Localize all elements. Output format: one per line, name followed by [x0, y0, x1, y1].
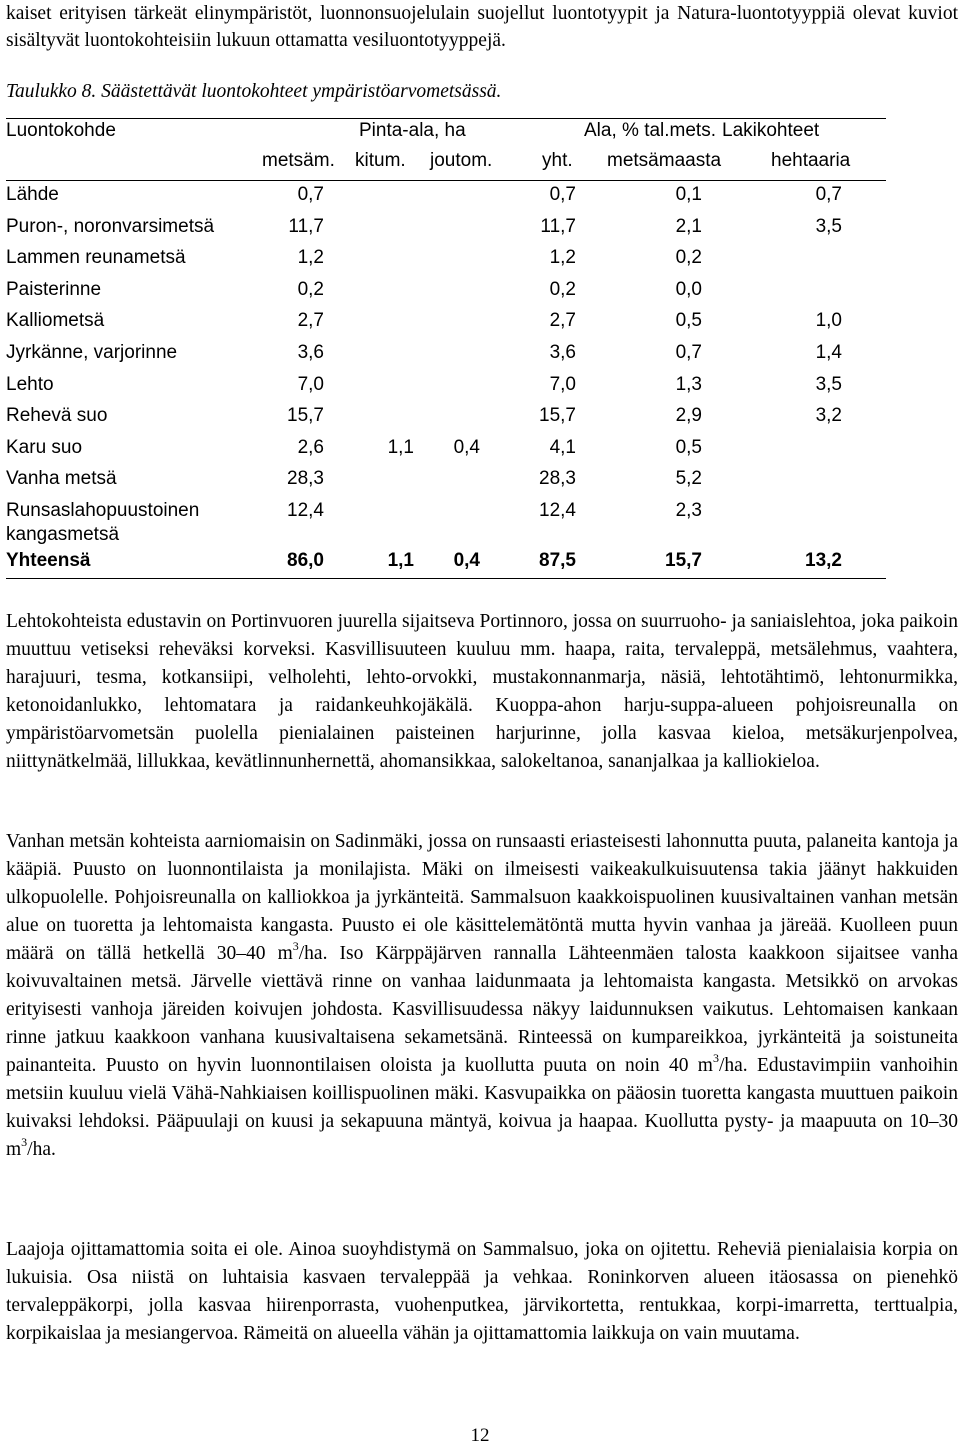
- header-luontokohde: Luontokohde: [6, 120, 116, 141]
- row-pct: 0,5: [675, 310, 702, 331]
- row-yht: 15,7: [539, 405, 576, 426]
- row-metsam: 1,2: [297, 247, 324, 268]
- row-metsam: 12,4: [287, 500, 324, 521]
- paragraph-text: /ha. Iso Kärppäjärven rannalla Lähteenmäen talosta kaakkoon sijaitsee vanha koivuvaltainen metsä. Järvelle viettävä rinne on vanhaa laidunmaata ja lehtomaista kangasta. Metsikkö on arvokas erityisesti vanhoja järeiden koivujen johdosta. Kasvillisuudessa näkyy laidunnuksen vaikutus. Lehtomaisen kankaan rinne jatkuu kaakkoon vanhana kuusivaltaisena sekametsänä. Rinteessä on kumpareikkoa, jyrkänteitä ja soistuneita painanteita. Puusto on hyvin luonnontilaisen oloista ja kuollutta puuta on noin 40 m: [6, 943, 958, 1076]
- row-laki: 1,4: [815, 342, 842, 363]
- row-name-continued: kangasmetsä: [6, 524, 120, 545]
- row-laki: 3,5: [815, 374, 842, 395]
- total-label: Yhteensä: [6, 550, 91, 571]
- paragraph-text: Vanhan metsän kohteista aarniomaisin on Sadinmäki, jossa on runsaasti eriasteisesti lahonnutta puuta, palaneita kantoja ja kääpiä. Puusto on luonnontilaista ja monilajista. Mäki on ilmeisesti vaikeakulkuisuutensa takia jäänyt hakkuiden ulkopuolelle. Pohjoisreunalla on kalliokkoa ja jyrkänteitä. Sammalsuon kaakkoispuolinen kuusivaltainen vanhan metsän alue on tuoretta ja lehtomaista kangasta. Puusto ei ole käsittelemätöntä mutta hyvin vanhaa ja järeää. Kuolleen puun määrä on tällä hetkellä 30–40 m: [6, 831, 959, 964]
- row-metsam: 0,7: [297, 184, 324, 205]
- row-pct: 2,3: [675, 500, 702, 521]
- page-number: 12: [470, 1425, 490, 1446]
- row-pct: 0,5: [675, 437, 702, 458]
- row-yht: 7,0: [549, 374, 576, 395]
- row-metsam: 7,0: [297, 374, 324, 395]
- row-name: Vanha metsä: [6, 468, 117, 489]
- row-metsam: 2,6: [297, 437, 324, 458]
- row-yht: 3,6: [549, 342, 576, 363]
- row-name: Lehto: [6, 374, 54, 395]
- paragraph-text: /ha. Edustavimpiin vanhoihin metsiin kuuluu vielä Vähä-Nahkiaisen koillispuolinen mäki. Kasvupaikka on pääosin tuoretta kangasta muuttuen paikoin kuivaksi lehdoksi. Pääpuulaji on kuusi ja sekapuuna mäntyä, koivua ja haapaa. Kuollutta pysty- ja maapuuta on 10–30 m: [6, 1055, 958, 1160]
- row-pct: 0,2: [675, 247, 702, 268]
- row-name: Paisterinne: [6, 279, 102, 300]
- header-hehtaaria: hehtaaria: [771, 150, 851, 171]
- row-pct: 0,0: [675, 279, 702, 300]
- header-metsam: metsäm.: [262, 150, 335, 171]
- header-yht: yht.: [542, 150, 573, 171]
- row-yht: 4,1: [549, 437, 576, 458]
- header-pinta-ala: Pinta-ala, ha: [359, 120, 466, 141]
- row-name: Puron-, noronvarsimetsä: [6, 216, 215, 237]
- table-caption: Taulukko 8. Säästettävät luontokohteet ympäristöarvometsässä.: [6, 81, 502, 102]
- row-yht: 12,4: [539, 500, 576, 521]
- row-yht: 11,7: [540, 216, 576, 237]
- row-pct: 0,7: [675, 342, 702, 363]
- row-name: Runsaslahopuustoinen: [6, 500, 200, 521]
- row-name: Jyrkänne, varjorinne: [6, 342, 178, 363]
- row-laki: 3,2: [815, 405, 842, 426]
- row-laki: 1,0: [815, 310, 842, 331]
- row-joutom: 0,4: [453, 437, 480, 458]
- row-metsam: 15,7: [287, 405, 324, 426]
- table-bottom-rule: [6, 578, 886, 579]
- paragraph-vanha-metsa: [6, 828, 958, 1164]
- total-laki: 13,2: [805, 550, 842, 571]
- superscript: 3: [21, 1134, 28, 1149]
- table-top-rule: [6, 118, 886, 119]
- total-kitum: 1,1: [387, 550, 414, 571]
- header-lakikohteet: Lakikohteet: [722, 120, 820, 141]
- row-metsam: 28,3: [287, 468, 324, 489]
- total-metsam: 86,0: [287, 550, 324, 571]
- row-yht: 1,2: [549, 247, 576, 268]
- row-pct: 2,1: [675, 216, 702, 237]
- total-joutom: 0,4: [453, 550, 480, 571]
- row-metsam: 0,2: [297, 279, 324, 300]
- paragraph-text: /ha.: [27, 1139, 56, 1160]
- header-rule: [6, 180, 886, 181]
- row-laki: 3,5: [815, 216, 842, 237]
- row-pct: 1,3: [675, 374, 702, 395]
- row-laki: 0,7: [815, 184, 842, 205]
- total-pct: 15,7: [665, 550, 702, 571]
- header-metsamaasta: metsämaasta: [607, 150, 722, 171]
- row-name: Lähde: [6, 184, 59, 205]
- row-name: Lammen reunametsä: [6, 247, 186, 268]
- paragraph-suot: Laajoja ojittamattomia soita ei ole. Ainoa suoyhdistymä on Sammalsuo, joka on ojitettu. Reheviä pienialaisia korpia on lukuisia. Osa niistä on luhtaisia kasvaen tervaleppää ja vehkaa. Roninkorven alueen itäosassa on pienehkö tervaleppäkorpi, jolla kasvaa hiirenporrasta, vuohenputkea, järvikortetta, rentukkaa, korpi-imarretta, terttualpia, korpikaislaa ja mesiangervoa. Rämeitä on alueella vähän ja ojittamattomia laikkuja on vain muutama.: [6, 1239, 958, 1344]
- row-name: Rehevä suo: [6, 405, 108, 426]
- row-name: Kalliometsä: [6, 310, 105, 331]
- row-pct: 5,2: [675, 468, 702, 489]
- superscript: 3: [712, 1050, 719, 1065]
- row-yht: 28,3: [539, 468, 576, 489]
- row-yht: 0,7: [549, 184, 576, 205]
- header-kitum: kitum.: [355, 150, 406, 171]
- row-yht: 2,7: [549, 310, 576, 331]
- row-metsam: 11,7: [288, 216, 324, 237]
- total-yht: 87,5: [539, 550, 576, 571]
- intro-paragraph: kaiset erityisen tärkeät elinympäristöt, luonnonsuojelulain suojellut luontotyypit ja Natura-luontotyyppiä olevat kuviot sisältyvät luontokohteisiin lukuun ottamatta vesiluontotyyppejä.: [6, 3, 958, 51]
- row-pct: 2,9: [675, 405, 702, 426]
- row-metsam: 3,6: [297, 342, 324, 363]
- paragraph-lehtokohteet: Lehtokohteista edustavin on Portinvuoren juurella sijaitseva Portinnoro, jossa on suurruoho- ja saniaislehtoa, joka paikoin muuttuu vetiseksi reheväksi korveksi. Kasvillisuuteen kuuluu mm. haapa, raita, tervaleppä, metsälehmus, vaahtera, harajuuri, tesma, kotkansiipi, velholehti, lehto-orvokki, mustakonnanmarja, näsiä, lehtotähtimö, lehtonurmikka, ketonoidanlukko, lehtomatara ja raidankeuhkojäkälä. Kuoppa-ahon harju-suppa-alueen pohjoisreunalla on ympäristöarvometsän puolella pienialainen paisteinen harjurinne, jolla kasvaa kieloa, metsäkurjenpolvea, niittynätkelmää, lillukkaa, kevätlinnunhernettä, ahomansikkaa, salokeltanoa, sananjalkaa ja kalliokieloa.: [6, 611, 958, 772]
- header-joutom: joutom.: [430, 150, 493, 171]
- header-ala-pct: Ala, % tal.mets.: [584, 120, 716, 141]
- superscript: 3: [292, 938, 299, 953]
- row-kitum: 1,1: [387, 437, 414, 458]
- row-metsam: 2,7: [297, 310, 324, 331]
- row-yht: 0,2: [549, 279, 576, 300]
- row-name: Karu suo: [6, 437, 83, 458]
- row-pct: 0,1: [675, 184, 702, 205]
